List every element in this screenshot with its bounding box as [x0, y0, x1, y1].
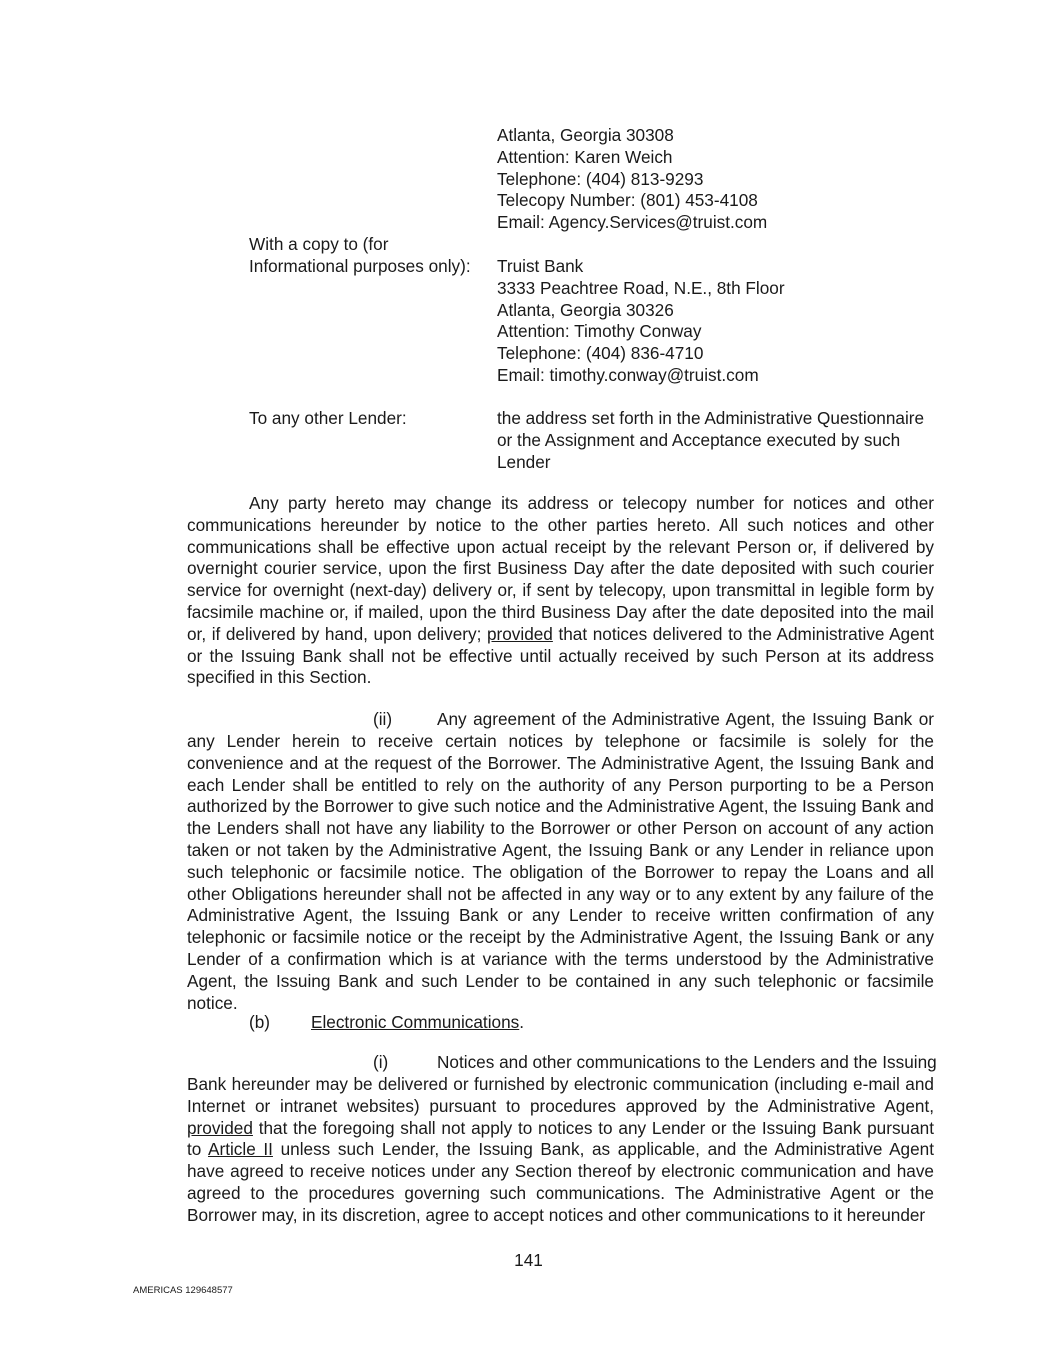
provided-term: provided: [486, 623, 553, 644]
page-number: 141: [514, 1250, 543, 1270]
agent-address-block: [497, 125, 767, 234]
copy-to-label: [249, 234, 471, 278]
clause-ii-first-line: Any agreement of the Administrative Agent, the Issuing Bank or: [437, 709, 934, 729]
clause-i-text-after: unless such Lender, the Issuing Bank, as applicable, and the Administrative Agent have agreed to receive notices under any Section thereof by electronic communication and have agreed to the procedures governing such communications. The Administrative Agent or the Borrower may, in its discretion, agree to accept notices and other communications to it hereunder: [187, 1139, 934, 1225]
document-id: AMERICAS 129648577: [133, 1285, 233, 1296]
other-lender-line1: the address set forth in the Administrative Questionnaire: [497, 408, 925, 428]
copy-to-street: 3333 Peachtree Road, N.E., 8th Floor: [497, 277, 785, 298]
other-lender-line3: Lender: [497, 451, 551, 472]
clause-i-provided-term: provided: [187, 1117, 253, 1138]
other-lender-line2: or the Assignment and Acceptance executed by such: [497, 429, 901, 450]
section-b-period: .: [519, 1012, 525, 1032]
copy-to-attention: Attention: Timothy Conway: [497, 321, 702, 342]
paragraph-change-address: [187, 493, 934, 689]
clause-i-text-mid: that the foregoing shall not apply to notices to any Lender or the Issuing Bank pursuant to: [187, 1117, 934, 1160]
clause-i-body: [187, 1074, 934, 1227]
copy-to-address: [497, 256, 785, 387]
copy-to-label-line2: Informational purposes only):: [249, 255, 471, 276]
agent-city: Atlanta, Georgia 30308: [497, 125, 674, 145]
other-lender-address: [497, 408, 924, 473]
article-ii-reference: Article II: [208, 1139, 273, 1160]
copy-to-name: Truist Bank: [497, 256, 584, 276]
section-b-title: Electronic Communications: [311, 1012, 520, 1032]
copy-to-email: Email: timothy.conway@truist.com: [497, 364, 759, 385]
agent-telephone: Telephone: (404) 813-9293: [497, 168, 704, 189]
agent-telecopy: Telecopy Number: (801) 453-4108: [497, 190, 758, 211]
section-b-heading: [311, 1012, 524, 1034]
copy-to-telephone: Telephone: (404) 836-4710: [497, 343, 704, 364]
clause-ii-marker: (ii): [373, 709, 393, 729]
clause-i-first-line: Notices and other communications to the Lenders and the Issuing: [437, 1052, 937, 1072]
copy-to-city: Atlanta, Georgia 30326: [497, 299, 674, 320]
paragraph-change-text-after: that notices delivered to the Administrative Agent or the Issuing Bank shall not be effective until actually received by such Person at its address specified in this Section.: [187, 623, 935, 688]
agent-attention: Attention: Karen Weich: [497, 146, 673, 167]
other-lender-label: To any other Lender:: [249, 408, 407, 428]
clause-ii-body: any Lender herein to receive certain notices by telephone or facsimile is solely for the convenience and at the request of the Borrower. The Administrative Agent, the Issuing Bank and each Lender shall be entitled to rely on the authority of any Person purporting to be a Person authorized by the Borrower to give such notice and the Administrative Agent, the Issuing Bank and the Lenders shall not have any liability to the Borrower or other Person on account of any action taken or not taken by the Administrative Agent, the Issuing Bank or any Lender in reliance upon such telephonic or facsimile notice. The obligation of the Borrower to repay the Loans and all other Obligations hereunder shall not be affected in any way or to any extent by any failure of the Administrative Agent, the Issuing Bank or any Lender to receive written confirmation of any telephonic or facsimile notice or the receipt by the Administrative Agent, the Issuing Bank or any Lender of a confirmation which is at variance with the terms understood by the Administrative Agent, the Issuing Bank and such Lender to be contained in any such telephonic or facsimile notice.: [187, 731, 934, 1013]
paragraph-change-text-before: Any party hereto may change its address or telecopy number for notices and other communications hereunder by notice to the other parties hereto. All such notices and other communications shall be effective upon actual receipt by the relevant Person or, if delivered by overnight courier service, upon the first Business Day after the date deposited with such courier service for overnight (next-day) delivery or, if sent by telecopy, upon transmittal in legible form by facsimile machine or, if mailed, upon the third Business Day after the date deposited into the mail or, if delivered by hand, upon delivery;: [187, 493, 934, 644]
copy-to-label-line1: With a copy to (for: [249, 234, 389, 254]
agent-email: Email: Agency.Services@truist.com: [497, 212, 768, 233]
clause-i-marker: (i): [373, 1052, 389, 1072]
clause-i-text-before: Bank hereunder may be delivered or furnished by electronic communication (including e-mail and Internet or intranet websites) pursuant to procedures approved by the Administrative Agent,: [187, 1074, 934, 1116]
section-b-marker: (b): [249, 1012, 271, 1032]
